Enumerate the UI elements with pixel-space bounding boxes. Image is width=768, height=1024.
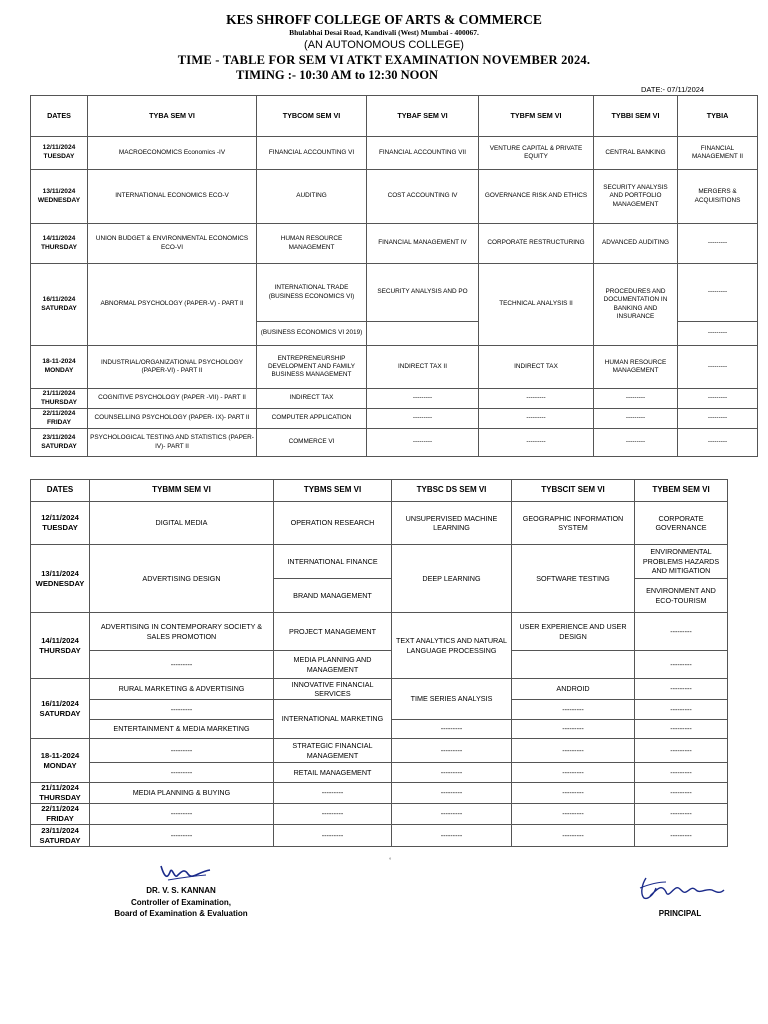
timetable-arts-commerce: [30, 95, 758, 457]
subject-cell: ---------: [90, 739, 274, 763]
date-cell: 22/11/2024 FRIDAY: [31, 409, 88, 429]
subject-cell: AUDITING: [257, 170, 367, 224]
controller-signature-block: [100, 885, 262, 920]
controller-name: DR. V. S. KANNAN: [146, 886, 216, 895]
subject-cell: SECURITY ANALYSIS AND PO: [367, 264, 479, 322]
table-row: [31, 679, 728, 700]
subject-cell: FINANCIAL ACCOUNTING VI: [257, 137, 367, 170]
subject-cell: COGNITIVE PSYCHOLOGY (PAPER -VII) - PART II: [88, 389, 257, 409]
subject-cell: INTERNATIONAL TRADE (BUSINESS ECONOMICS VI): [257, 264, 367, 322]
subject-cell: ---------: [635, 613, 728, 651]
timetable-media-science: [30, 479, 728, 847]
stray-mark: °: [389, 858, 392, 864]
subject-cell: TECHNICAL ANALYSIS II: [479, 264, 594, 346]
subject-cell: ANDROID: [512, 679, 635, 700]
subject-cell: HUMAN RESOURCE MANAGEMENT: [257, 224, 367, 264]
subject-cell: INTERNATIONAL ECONOMICS ECO-V: [88, 170, 257, 224]
subject-cell: ---------: [367, 429, 479, 457]
subject-cell: ENVIRONMENTAL PROBLEMS HAZARDS AND MITIGATION: [635, 545, 728, 579]
subject-cell: CORPORATE RESTRUCTURING: [479, 224, 594, 264]
subject-cell: ---------: [274, 804, 392, 825]
subject-cell: ---------: [635, 679, 728, 700]
table-row: [31, 502, 728, 545]
subject-cell: INDIRECT TAX: [257, 389, 367, 409]
subject-cell: ---------: [678, 322, 758, 346]
table-row: [31, 429, 758, 457]
column-header: DATES: [31, 480, 90, 502]
column-header: TYBMS SEM VI: [274, 480, 392, 502]
subject-cell: ---------: [90, 651, 274, 679]
table-row: [31, 545, 728, 579]
subject-cell: ---------: [392, 804, 512, 825]
subject-cell: MERGERS & ACQUISITIONS: [678, 170, 758, 224]
subject-cell: INNOVATIVE FINANCIAL SERVICES: [274, 679, 392, 700]
exam-timing: TIMING :- 10:30 AM to 12:30 NOON: [236, 68, 439, 82]
principal-role: PRINCIPAL: [658, 909, 702, 918]
date-cell: 13/11/2024 WEDNESDAY: [31, 170, 88, 224]
subject-cell: ADVERTISING DESIGN: [90, 545, 274, 613]
subject-cell: ENTREPRENEURSHIP DEVELOPMENT AND FAMILY BUSINESS MANAGEMENT: [257, 346, 367, 389]
date-cell: 14/11/2024 THURSDAY: [31, 613, 90, 679]
column-header: TYBSC DS SEM VI: [392, 480, 512, 502]
subject-cell: ---------: [635, 720, 728, 739]
subject-cell: DIGITAL MEDIA: [90, 502, 274, 545]
subject-cell: ---------: [512, 825, 635, 847]
table-row: [31, 783, 728, 804]
subject-cell: RETAIL MANAGEMENT: [274, 763, 392, 783]
date-cell: 16/11/2024 SATURDAY: [31, 679, 90, 739]
autonomous-label: (AN AUTONOMOUS COLLEGE): [304, 39, 464, 51]
date-cell: 23/11/2024 SATURDAY: [31, 429, 88, 457]
subject-cell: PROCEDURES AND DOCUMENTATION IN BANKING AND INSURANCE: [594, 264, 678, 346]
subject-cell: ---------: [635, 700, 728, 720]
subject-cell: ---------: [479, 429, 594, 457]
subject-cell: ---------: [512, 804, 635, 825]
table-row: [31, 804, 728, 825]
subject-cell: CENTRAL BANKING: [594, 137, 678, 170]
subject-cell: UNSUPERVISED MACHINE LEARNING: [392, 502, 512, 545]
column-header: TYBIA: [678, 96, 758, 137]
subject-cell: ADVANCED AUDITING: [594, 224, 678, 264]
subject-cell: COMPUTER APPLICATION: [257, 409, 367, 429]
column-header: TYBFM SEM VI: [479, 96, 594, 137]
table-row: [31, 389, 758, 409]
subject-cell: HUMAN RESOURCE MANAGEMENT: [594, 346, 678, 389]
subject-cell: INDIRECT TAX: [479, 346, 594, 389]
column-header: TYBAF SEM VI: [367, 96, 479, 137]
subject-cell: INTERNATIONAL FINANCE: [274, 545, 392, 579]
subject-cell: USER EXPERIENCE AND USER DESIGN: [512, 613, 635, 651]
column-header: TYBCOM SEM VI: [257, 96, 367, 137]
subject-cell: ---------: [635, 825, 728, 847]
subject-cell: FINANCIAL MANAGEMENT II: [678, 137, 758, 170]
subject-cell: ---------: [392, 720, 512, 739]
principal-signature-block: [640, 908, 720, 920]
table-row: [31, 170, 758, 224]
subject-cell: COST ACCOUNTING IV: [367, 170, 479, 224]
subject-cell: ---------: [512, 720, 635, 739]
board-name: Board of Examination & Evaluation: [114, 909, 248, 919]
date-cell: 23/11/2024 SATURDAY: [31, 825, 90, 847]
table-row: [31, 137, 758, 170]
table-row: [31, 651, 728, 679]
subject-cell: UNION BUDGET & ENVIRONMENTAL ECONOMICS ECO-VI: [88, 224, 257, 264]
subject-cell: GOVERNANCE RISK AND ETHICS: [479, 170, 594, 224]
subject-cell: ---------: [392, 763, 512, 783]
timetable-title: TIME - TABLE FOR SEM VI ATKT EXAMINATION NOVEMBER 2024.: [177, 53, 591, 67]
college-address: Bhulabhai Desai Road, Kandivali (West) Mumbai - 400067.: [289, 28, 479, 37]
controller-role: Controller of Examination,: [130, 897, 231, 907]
date-cell: 18-11-2024 MONDAY: [31, 346, 88, 389]
subject-cell: ---------: [678, 389, 758, 409]
subject-cell: ---------: [678, 429, 758, 457]
subject-cell: OPERATION RESEARCH: [274, 502, 392, 545]
table-row: [31, 346, 758, 389]
principal-signature: [636, 872, 728, 904]
subject-cell: ---------: [90, 700, 274, 720]
date-cell: 13/11/2024 WEDNESDAY: [31, 545, 90, 613]
subject-cell: ---------: [512, 739, 635, 763]
subject-cell: ---------: [274, 783, 392, 804]
subject-cell: DEEP LEARNING: [392, 545, 512, 613]
subject-cell: STRATEGIC FINANCIAL MANAGEMENT: [274, 739, 392, 763]
subject-cell: ENTERTAINMENT & MEDIA MARKETING: [90, 720, 274, 739]
column-header: TYBMM SEM VI: [90, 480, 274, 502]
table-header-row: [31, 96, 758, 137]
subject-cell: INDIRECT TAX II: [367, 346, 479, 389]
subject-cell: ---------: [678, 346, 758, 389]
subject-cell: ADVERTISING IN CONTEMPORARY SOCIETY & SALES PROMOTION: [90, 613, 274, 651]
table-row: [31, 613, 728, 651]
subject-cell: ---------: [635, 804, 728, 825]
subject-cell: CORPORATE GOVERNANCE: [635, 502, 728, 545]
subject-cell: ---------: [90, 763, 274, 783]
subject-cell: ---------: [594, 409, 678, 429]
subject-cell: [512, 651, 635, 679]
subject-cell: SECURITY ANALYSIS AND PORTFOLIO MANAGEMENT: [594, 170, 678, 224]
date-cell: 14/11/2024 THURSDAY: [31, 224, 88, 264]
subject-cell: ---------: [635, 739, 728, 763]
date-cell: 12/11/2024 TUESDAY: [31, 137, 88, 170]
subject-cell: ---------: [392, 739, 512, 763]
subject-cell: ---------: [90, 825, 274, 847]
subject-cell: ---------: [512, 700, 635, 720]
table-row: [31, 763, 728, 783]
subject-cell: VENTURE CAPITAL & PRIVATE EQUITY: [479, 137, 594, 170]
subject-cell: [367, 322, 479, 346]
date-cell: 12/11/2024 TUESDAY: [31, 502, 90, 545]
subject-cell: ABNORMAL PSYCHOLOGY (PAPER-V) - PART II: [88, 264, 257, 346]
college-name: KES SHROFF COLLEGE OF ARTS & COMMERCE: [226, 12, 542, 27]
table-row: [31, 825, 728, 847]
column-header: TYBA SEM VI: [88, 96, 257, 137]
table-header-row: [31, 480, 728, 502]
issue-date: DATE:- 07/11/2024: [641, 85, 705, 94]
table-row: [31, 224, 758, 264]
subject-cell: ---------: [274, 825, 392, 847]
date-cell: 18-11-2024 MONDAY: [31, 739, 90, 783]
subject-cell: BRAND MANAGEMENT: [274, 579, 392, 613]
subject-cell: ---------: [392, 783, 512, 804]
subject-cell: (BUSINESS ECONOMICS VI 2019): [257, 322, 367, 346]
date-cell: 16/11/2024 SATURDAY: [31, 264, 88, 346]
column-header: TYBBI SEM VI: [594, 96, 678, 137]
table-row: [31, 739, 728, 763]
subject-cell: FINANCIAL MANAGEMENT IV: [367, 224, 479, 264]
subject-cell: ---------: [367, 389, 479, 409]
table-row: [31, 264, 758, 322]
subject-cell: MACROECONOMICS Economics -IV: [88, 137, 257, 170]
subject-cell: ---------: [479, 389, 594, 409]
subject-cell: ---------: [479, 409, 594, 429]
date-cell: 22/11/2024 FRIDAY: [31, 804, 90, 825]
subject-cell: ---------: [512, 763, 635, 783]
column-header: TYBEM SEM VI: [635, 480, 728, 502]
subject-cell: ---------: [512, 783, 635, 804]
subject-cell: MEDIA PLANNING AND MANAGEMENT: [274, 651, 392, 679]
subject-cell: COUNSELLING PSYCHOLOGY (PAPER- IX)- PART II: [88, 409, 257, 429]
column-header: TYBSCIT SEM VI: [512, 480, 635, 502]
column-header: DATES: [31, 96, 88, 137]
subject-cell: ---------: [635, 783, 728, 804]
subject-cell: ---------: [678, 264, 758, 322]
subject-cell: TEXT ANALYTICS AND NATURAL LANGUAGE PROCESSING: [392, 613, 512, 679]
table-row: [31, 409, 758, 429]
subject-cell: ---------: [90, 804, 274, 825]
subject-cell: INTERNATIONAL MARKETING: [274, 700, 392, 739]
subject-cell: ---------: [635, 763, 728, 783]
subject-cell: PROJECT MANAGEMENT: [274, 613, 392, 651]
subject-cell: SOFTWARE TESTING: [512, 545, 635, 613]
subject-cell: INDUSTRIAL/ORGANIZATIONAL PSYCHOLOGY (PAPER-VI) - PART II: [88, 346, 257, 389]
subject-cell: ---------: [678, 224, 758, 264]
subject-cell: COMMERCE VI: [257, 429, 367, 457]
subject-cell: FINANCIAL ACCOUNTING VII: [367, 137, 479, 170]
subject-cell: ---------: [367, 409, 479, 429]
subject-cell: GEOGRAPHIC INFORMATION SYSTEM: [512, 502, 635, 545]
table-row: [31, 700, 728, 720]
subject-cell: TIME SERIES ANALYSIS: [392, 679, 512, 720]
controller-signature: [158, 862, 214, 884]
date-cell: 21/11/2024 THURSDAY: [31, 389, 88, 409]
subject-cell: RURAL MARKETING & ADVERTISING: [90, 679, 274, 700]
subject-cell: ---------: [635, 651, 728, 679]
subject-cell: ---------: [594, 389, 678, 409]
subject-cell: PSYCHOLOGICAL TESTING AND STATISTICS (PAPER-IV)- PART II: [88, 429, 257, 457]
date-cell: 21/11/2024 THURSDAY: [31, 783, 90, 804]
subject-cell: ---------: [392, 825, 512, 847]
subject-cell: ---------: [678, 409, 758, 429]
subject-cell: ---------: [594, 429, 678, 457]
subject-cell: MEDIA PLANNING & BUYING: [90, 783, 274, 804]
subject-cell: ENVIRONMENT AND ECO-TOURISM: [635, 579, 728, 613]
